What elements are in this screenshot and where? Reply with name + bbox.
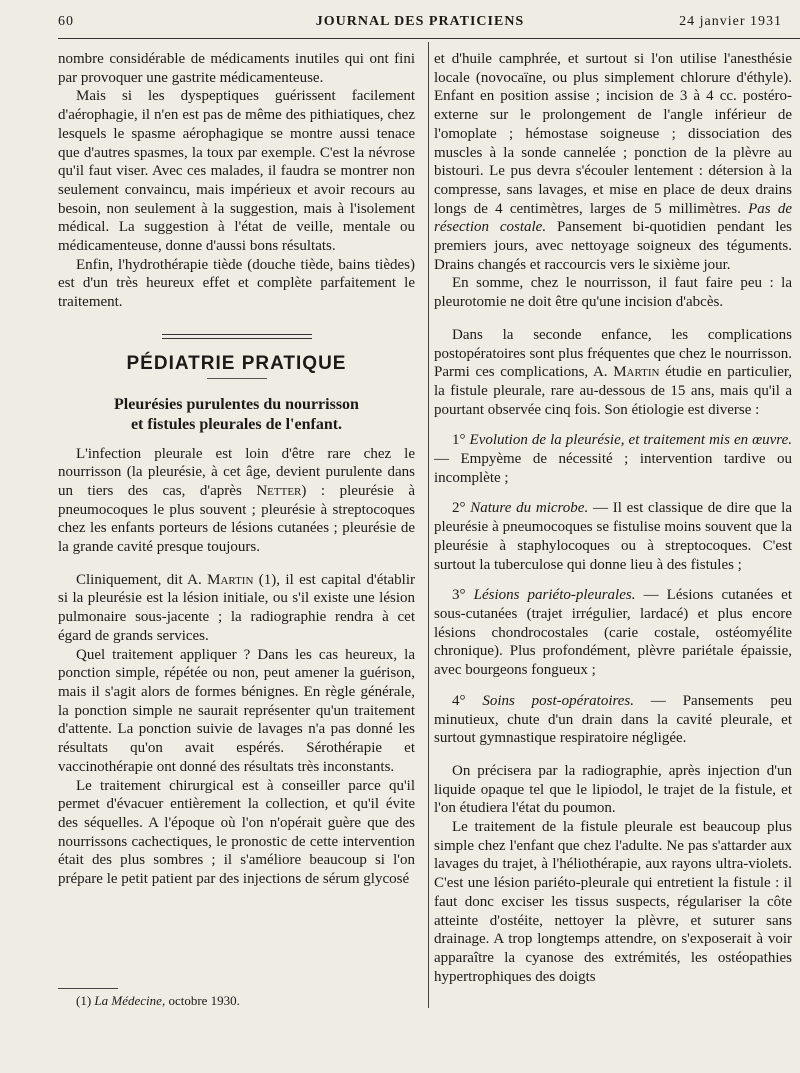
section-underline: [207, 378, 267, 379]
paragraph: nombre considérable de médicaments inutiles qui ont fini par provoquer une gastrite médicamenteuse.: [58, 51, 415, 86]
header-rule: [58, 38, 800, 39]
paragraph: On précisera par la radiographie, après injection d'un liquide opaque tel que le lipiodol, le trajet de la fistule, et l'on étudiera l'état du poumon.: [434, 762, 792, 817]
issue-date: 24 janvier 1931: [679, 14, 782, 29]
list-item: 2° Nature du microbe. — Il est classique de dire que la pleurésie à pneumocoques se fistulise moins souvent que la pleurésie à staphylocoques ou à streptocoques. C'est surtout la tuberculose qui donne lieu à des fistules ;: [434, 500, 792, 573]
list-item: 1° Evolution de la pleurésie, et traitement mis en œuvre. — Empyème de nécessité ; intervention tardive ou incomplète ;: [434, 432, 792, 486]
list-item: 4° Soins post-opératoires. — Pansements peu minutieux, chute d'un drain dans la cavité pleurale, et surtout gymnastique respiratoire négligée.: [434, 692, 792, 747]
paragraph: Le traitement chirurgical est à conseiller parce qu'il permet d'évacuer entièrement la collection, et qu'il évite des séquelles. A l'époque où l'on n'opérait guère que des nourrissons cachectiques, le pronostic de cette intervention était des plus sombres ; il s'améliore beaucoup si l'on prépare le petit patient par des injections de sérum glycosé: [58, 777, 415, 888]
section-ornament: [162, 334, 312, 339]
author-name: Martin: [207, 571, 254, 588]
paragraph: L'infection pleurale est loin d'être rare chez le nourrisson (la pleurésie, à cet âge, devient purulente dans un tiers des cas, d'après Netter) : pleurésie à pneumocoques le plus souvent ; pleurésie à streptocoques chez les enfants porteurs de lésions cutanées ; pleurésie de la grande cavité presque toujours.: [58, 445, 415, 556]
list-item: 3° Lésions pariéto-pleurales. — Lésions cutanées et sous-cutanées (trajet irrégulier, lardacé) et plus encore lésions chondrocostales (carie costale, ostéomyélite chronique). Plus profondément, plèvre pariétale épaissie, avec bourgeons fongueux ;: [434, 587, 793, 679]
journal-title: JOURNAL DES PRATICIENS: [315, 14, 525, 29]
article-title-line: Pleurésies purulentes du nourrisson: [114, 395, 359, 413]
article-title: [58, 395, 415, 435]
page-number: 60: [58, 14, 74, 29]
footnote-rule: [58, 988, 118, 989]
paragraph: et d'huile camphrée, et surtout si l'on utilise l'anesthésie locale (novocaïne, ou plus simplement chlorure d'éthyle). Enfant en position assise ; incision de 3 à 4 cc. postéro-externe sur le prolongement de l'angle inférieur de l'omoplate ; hémostase soigneuse ; dissociation des muscles à la sonde cannelée ; ponction de la plèvre au bistouri. Le pus devra s'écouler lentement : détersion à la compresse, sans lavages, et mise en place de deux drains longs de 4 centimètres, larges de 5 millimètres. Pas de résection costale. Pansement bi-quotidien pendant les premiers jours, avec nettoyage soigneux des téguments. Drains changés et raccourcis vers le sixième jour.: [434, 51, 792, 273]
footnote: (1) La Médecine, octobre 1930.: [76, 993, 240, 1008]
paragraph: Enfin, l'hydrothérapie tiède (douche tiède, bains tièdes) est d'un très heureux effet et complète parfaitement le traitement.: [58, 256, 415, 311]
author-name: Martin: [613, 364, 660, 381]
paragraph: Quel traitement appliquer ? Dans les cas heureux, la ponction simple, répétée ou non, peut amener la guérison, mais il s'agit alors de formes bénignes. En règle générale, la ponction simple ne saurait représenter qu'un traitement d'attente. La ponction suivie de lavages n'a pas donné les résultats qu'on avait espérés. Sérothérapie et vaccinothérapie ont donné des résultats très inconstants.: [58, 646, 415, 775]
author-name: Netter: [256, 482, 302, 499]
page-header: [58, 14, 782, 38]
article-title-line: et fistules pleurales de l'enfant.: [130, 415, 343, 433]
paragraph: Le traitement de la fistule pleurale est beaucoup plus simple chez l'enfant que chez l'adulte. Ne pas s'attarder aux lavages du trajet, à l'héliothérapie, aux rayons ultra-violets. C'est une lésion pariéto-pleurale qui entretient la fistule : il faut donc exciser les tissus suspects, régulariser la côte atteinte d'ostéite, nettoyer la plèvre, et suturer sans drainage. A trop longtemps attendre, on s'exposerait à voir apparaître la cyanose des extrémités, les ostéopathies hypertrophiques des doigts: [434, 819, 792, 985]
left-column: [58, 50, 415, 889]
footnote-source: La Médecine: [94, 993, 162, 1008]
column-divider: [428, 42, 429, 1008]
paragraph: Cliniquement, dit A. Martin (1), il est capital d'établir si la pleurésie est la lésion initiale, ou s'il existe une lésion pulmonaire sous-jacente ; la radiographie rendra à cet égard de grands services.: [58, 571, 416, 644]
paragraph: Dans la seconde enfance, les complications postopératoires sont plus fréquentes que chez le nourrisson. Parmi ces complications, A. Martin étudie en particulier, la fistule pleurale, rare au-dessous de 15 ans, mais qu'il a pourtant observée cinq fois. Son étiologie est diverse :: [434, 326, 793, 418]
paragraph: Mais si les dyspeptiques guérissent facilement d'aérophagie, il n'en est pas de même des pithiatiques, chez lesquels le spasme aérophagique se montre aussi tenace que d'autres spasmes, la toux par exemple. C'est la névrose qu'il faut viser. Avec ces malades, il faudra se montrer non seulement convaincu, mais impérieux et avoir recours au besoin, non seulement à la suggestion, mais à l'isolement médical. La suggestion à l'état de veille, mentale ou médicamenteuse, donne d'aussi bons résultats.: [58, 88, 415, 255]
paragraph: En somme, chez le nourrisson, il faut faire peu : la pleurotomie ne doit être qu'une incision d'abcès.: [434, 275, 792, 311]
right-column: [434, 50, 792, 986]
section-title: PÉDIATRIE PRATIQUE: [126, 352, 347, 374]
